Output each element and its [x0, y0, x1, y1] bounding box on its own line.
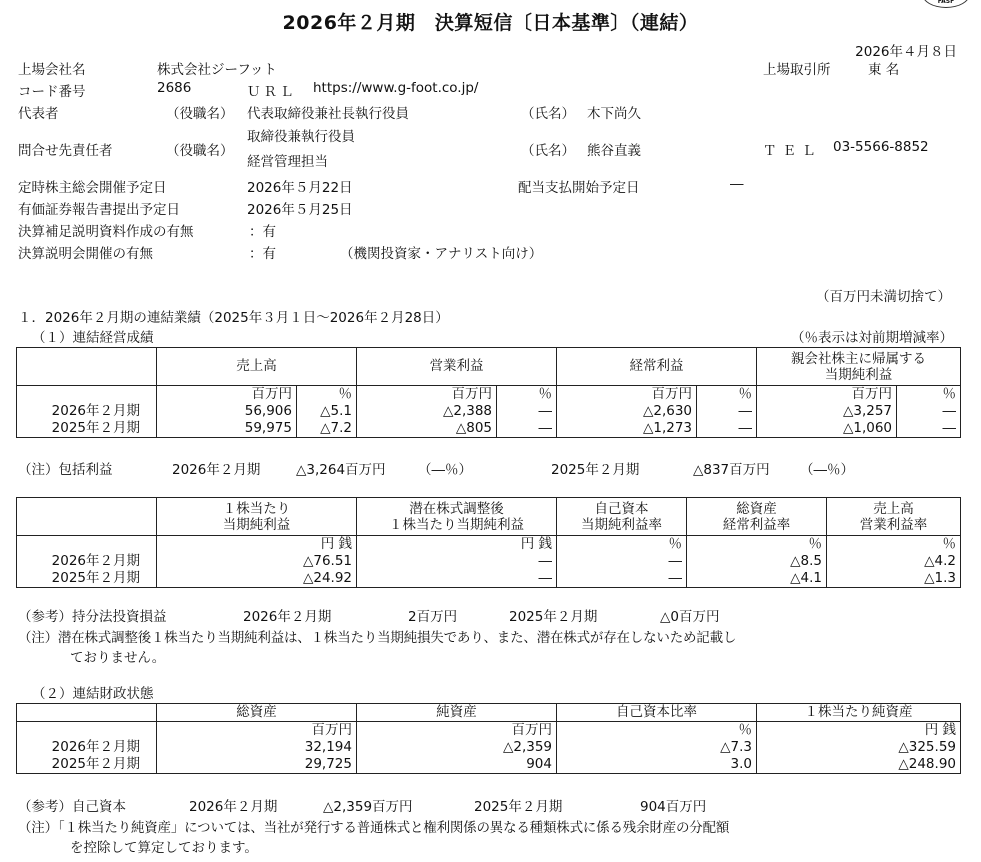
section1-title: １．2026年２月期の連結業績（2025年３月１日～2026年２月28日）: [18, 310, 449, 326]
table-cell: △1,273: [557, 420, 697, 438]
comprehensive-income-pct1: （―％）: [418, 462, 472, 478]
table-cell: ―: [557, 553, 687, 570]
unit-cell: 百万円: [157, 386, 297, 404]
table-cell: △2,359: [357, 739, 557, 756]
unit-cell: 百万円: [357, 722, 557, 740]
unit-cell: ％: [497, 386, 557, 404]
header-diluted-eps-line1: 潜在株式調整後: [409, 500, 504, 517]
table-cell: ―: [697, 420, 757, 438]
operating-results-table: [16, 347, 961, 438]
rep-name: 木下尚久: [587, 106, 641, 122]
table-cell: 29,725: [157, 756, 357, 774]
header-roe: [557, 498, 687, 536]
header-roa-line1: 総資産: [736, 500, 777, 517]
table-cell: 59,975: [157, 420, 297, 438]
contact-name: 熊谷直義: [587, 143, 641, 159]
header-eps-line2: 当期純利益: [222, 516, 291, 533]
table-cell: △3,257: [757, 403, 897, 420]
header-eps-line1: １株当たり: [222, 500, 291, 517]
header-sales: 売上高: [157, 348, 357, 386]
percent-note: （％表示は対前期増減率）: [791, 330, 953, 346]
tel-number: 03-5566-8852: [833, 139, 929, 155]
dividend-date: ―: [730, 176, 744, 192]
table-cell: △4.2: [827, 553, 961, 570]
tel-label: ＴＥＬ: [763, 143, 822, 159]
unit-cell: ％: [297, 386, 357, 404]
unit-blank: [17, 386, 157, 404]
equity-value2: 904百万円: [640, 799, 707, 815]
table-cell: △325.59: [757, 739, 961, 756]
supplementary-value: ：有: [249, 224, 276, 240]
header-blank: [17, 498, 157, 536]
diluted-eps-note-line1: （注）潜在株式調整後１株当たり当期純利益は、１株当たり当期純損失であり、また、潜在株式が存在しないため記載し: [18, 630, 737, 646]
exchange-value: 東 名: [868, 62, 900, 78]
unit-cell: 円 銭: [157, 536, 357, 554]
subsection-financial-position: （２）連結財政状態: [32, 686, 154, 702]
agm-date: 2026年５月22日: [247, 180, 353, 196]
table-row: [17, 420, 961, 438]
header-eps: [157, 498, 357, 536]
unit-cell: ％: [557, 536, 687, 554]
table-cell: △248.90: [757, 756, 961, 774]
diluted-eps-note-line2: ておりません。: [70, 650, 166, 666]
url-link[interactable]: https://www.g-foot.co.jp/: [313, 80, 479, 96]
comprehensive-income-label: （注）包括利益: [18, 462, 113, 478]
table-row: [17, 756, 961, 774]
table-cell: △805: [357, 420, 497, 438]
comprehensive-income-value1: △3,264百万円: [296, 462, 386, 478]
equity-period1: 2026年２月期: [189, 799, 278, 815]
unit-cell: 百万円: [357, 386, 497, 404]
table-cell: 56,906: [157, 403, 297, 420]
unit-cell: 百万円: [757, 386, 897, 404]
table-cell: △7.2: [297, 420, 357, 438]
table-cell: ―: [697, 403, 757, 420]
release-date: 2026年４月８日: [855, 44, 957, 60]
url-label: ＵＲＬ: [247, 84, 297, 100]
equity-method-value2: △0百万円: [660, 609, 720, 625]
table-cell: ―: [557, 570, 687, 588]
comprehensive-income-pct2: （―％）: [800, 462, 854, 478]
table-cell: △8.5: [687, 553, 827, 570]
header-operating-profit: 営業利益: [357, 348, 557, 386]
rep-title-label: （役職名）: [166, 106, 234, 122]
comprehensive-income-value2: △837百万円: [693, 462, 770, 478]
table-cell: ―: [897, 403, 961, 420]
table-cell: △2,630: [557, 403, 697, 420]
header-roe-line1: 自己資本: [594, 500, 649, 517]
header-diluted-eps: [357, 498, 557, 536]
unit-cell: ％: [697, 386, 757, 404]
header-ordinary-profit: 経常利益: [557, 348, 757, 386]
agm-label: 定時株主総会開催予定日: [18, 180, 167, 196]
equity-label: （参考）自己資本: [18, 799, 126, 815]
table-cell: ―: [357, 570, 557, 588]
header-operating-margin: [827, 498, 961, 536]
header-bps: １株当たり純資産: [757, 704, 961, 722]
comprehensive-income-period2: 2025年２月期: [551, 462, 640, 478]
header-operating-margin-line2: 営業利益率: [859, 516, 928, 533]
table-cell: △24.92: [157, 570, 357, 588]
subsection-operating-results: （１）連結経営成績: [32, 330, 154, 346]
unit-cell: ％: [557, 722, 757, 740]
header-roa-line2: 経常利益率: [722, 516, 791, 533]
unit-blank: [17, 536, 157, 554]
contact-name-label: （氏名）: [521, 143, 575, 159]
header-equity-ratio: 自己資本比率: [557, 704, 757, 722]
table-row: [17, 570, 961, 588]
table-cell: ―: [357, 553, 557, 570]
table-cell: ―: [497, 420, 557, 438]
row-label: 2026年２月期: [17, 739, 157, 756]
report-label: 有価証券報告書提出予定日: [18, 202, 180, 218]
table-cell: △5.1: [297, 403, 357, 420]
code-value: 2686: [157, 80, 192, 96]
contact-label: 問合せ先責任者: [18, 143, 113, 159]
table-cell: △7.3: [557, 739, 757, 756]
header-net-profit: [757, 348, 961, 386]
header-net-assets: 純資産: [357, 704, 557, 722]
briefing-value: ：有: [249, 246, 276, 262]
unit-cell: ％: [687, 536, 827, 554]
financial-position-table: [16, 703, 961, 774]
equity-method-label: （参考）持分法投資損益: [18, 609, 167, 625]
bps-note-line1: （注）「１株当たり純資産」については、当社が発行する普通株式と権利関係の異なる種類株式に係る残余財産の分配額: [18, 820, 730, 836]
table-cell: △76.51: [157, 553, 357, 570]
header-diluted-eps-line2: １株当たり当期純利益: [389, 516, 524, 533]
supplementary-label: 決算補足説明資料作成の有無: [18, 224, 194, 240]
table-row: [17, 739, 961, 756]
table-row: [17, 553, 961, 570]
header-roe-line2: 当期純利益率: [581, 516, 662, 533]
unit-cell: ％: [897, 386, 961, 404]
document-title: 2026年２月期 決算短信〔日本基準〕（連結）: [282, 12, 699, 34]
table-cell: 3.0: [557, 756, 757, 774]
table-cell: 904: [357, 756, 557, 774]
row-label: 2026年２月期: [17, 553, 157, 570]
table-cell: 32,194: [157, 739, 357, 756]
equity-method-period2: 2025年２月期: [509, 609, 598, 625]
row-label: 2025年２月期: [17, 756, 157, 774]
header-blank: [17, 704, 157, 722]
header-net-profit-line2: 当期純利益: [824, 366, 893, 383]
exchange-label: 上場取引所: [763, 62, 831, 78]
unit-cell: 円 銭: [357, 536, 557, 554]
table-cell: △4.1: [687, 570, 827, 588]
equity-method-value1: 2百万円: [408, 609, 458, 625]
header-operating-margin-line1: 売上高: [873, 500, 914, 517]
bps-note-line2: を控除して算定しております。: [70, 840, 258, 856]
unit-cell: 百万円: [157, 722, 357, 740]
contact-title-line2: 経営管理担当: [247, 154, 328, 170]
header-roa: [687, 498, 827, 536]
row-label: 2026年２月期: [17, 403, 157, 420]
equity-method-period1: 2026年２月期: [243, 609, 332, 625]
equity-value1: △2,359百万円: [323, 799, 413, 815]
dividend-label: 配当支払開始予定日: [518, 180, 640, 196]
table-cell: ―: [497, 403, 557, 420]
rep-title: 代表取締役兼社長執行役員: [247, 106, 409, 122]
rep-name-label: （氏名）: [521, 106, 575, 122]
report-date: 2026年５月25日: [247, 202, 353, 218]
fasf-logo: FASF: [922, 0, 970, 8]
header-blank: [17, 348, 157, 386]
table-cell: ―: [897, 420, 961, 438]
table-cell: △1.3: [827, 570, 961, 588]
unit-cell: ％: [827, 536, 961, 554]
representative-label: 代表者: [18, 106, 59, 122]
row-label: 2025年２月期: [17, 420, 157, 438]
unit-cell: 円 銭: [757, 722, 961, 740]
code-label: コード番号: [18, 84, 86, 100]
briefing-label: 決算説明会開催の有無: [18, 246, 153, 262]
table-cell: △2,388: [357, 403, 497, 420]
company-name-label: 上場会社名: [18, 62, 86, 78]
company-name: 株式会社ジーフット: [157, 62, 277, 78]
unit-blank: [17, 722, 157, 740]
header-net-profit-line1: 親会社株主に帰属する: [791, 350, 926, 367]
unit-cell: 百万円: [557, 386, 697, 404]
per-share-table: [16, 497, 961, 588]
briefing-note: （機関投資家・アナリスト向け）: [340, 246, 543, 262]
header-total-assets: 総資産: [157, 704, 357, 722]
row-label: 2025年２月期: [17, 570, 157, 588]
equity-period2: 2025年２月期: [474, 799, 563, 815]
comprehensive-income-period1: 2026年２月期: [172, 462, 261, 478]
table-row: [17, 403, 961, 420]
table-cell: △1,060: [757, 420, 897, 438]
contact-title-label: （役職名）: [166, 143, 234, 159]
contact-title-line1: 取締役兼執行役員: [247, 129, 355, 145]
rounding-note: （百万円未満切捨て）: [816, 289, 951, 305]
